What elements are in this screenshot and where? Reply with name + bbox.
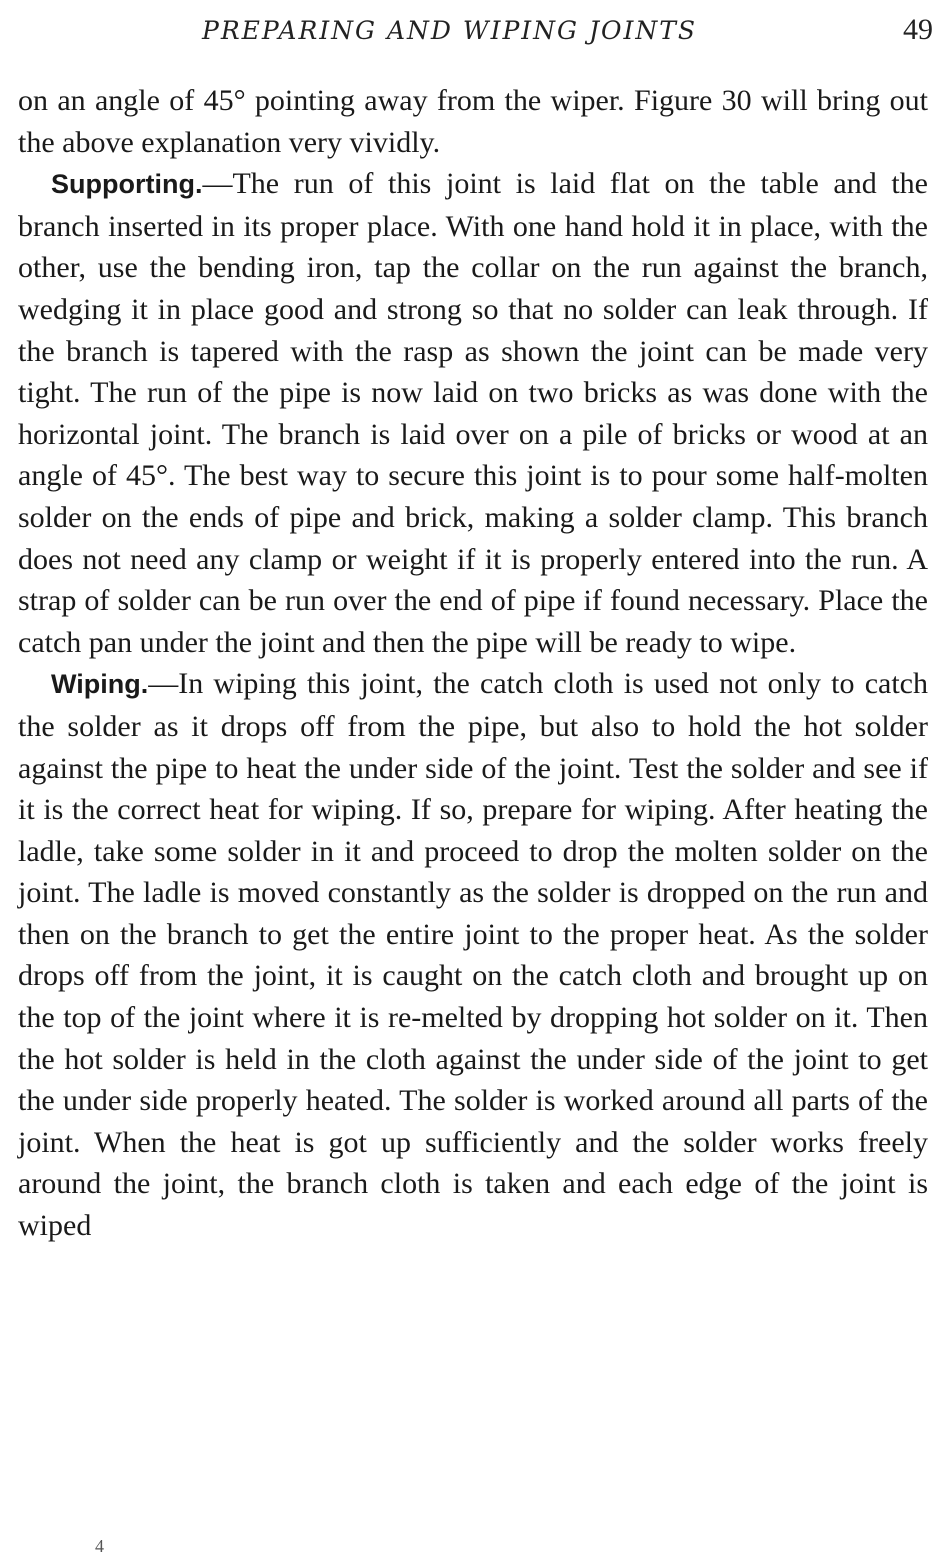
body-text <box>18 80 928 1247</box>
paragraph-text: —The run of this joint is laid flat on the table and the branch inserted in its proper place. With one hand hold it in place, with the other, use the bending iron, tap the collar on the run against the branch, wedging it in place good and strong so that no solder can leak through. If the branch is tapered with the rasp as shown the joint can be made very tight. The run of the pipe is now laid on two bricks as was done with the horizontal joint. The branch is laid over on a pile of bricks or wood at an angle of 45°. The best way to secure this joint is to pour some half-molten solder on the ends of pipe and brick, making a solder clamp. This branch does not need any clamp or weight if it is properly entered into the run. A strap of solder can be run over the end of pipe if found necessary. Place the catch pan under the joint and then the pipe will be ready to wipe. <box>18 167 928 659</box>
section-heading-supporting: Supporting. <box>51 169 203 200</box>
paragraph-continuation <box>18 80 928 163</box>
paragraph-supporting <box>18 163 928 663</box>
paragraph-wiping <box>18 663 928 1246</box>
paragraph-text: —In wiping this joint, the catch cloth is used not only to catch the solder as it drops off from the pipe, but also to hold the hot solder against the pipe to heat the under side of the joint. Test the solder and see if it is the correct heat for wiping. If so, prepare for wiping. After heating the ladle, take some solder in it and proceed to drop the molten solder on the joint. The ladle is moved constantly as the solder is dropped on the run and then on the branch to get the entire joint to the proper heat. As the solder drops off from the joint, it is caught on the catch cloth and brought up on the top of the joint where it is re-melted by dropping hot solder on it. Then the hot solder is held in the cloth against the under side of the joint to get the under side properly heated. The solder is worked around all parts of the joint. When the heat is got up sufficiently and the solder works freely around the joint, the branch cloth is taken and each edge of the joint is wiped <box>18 667 928 1243</box>
section-heading-wiping: Wiping. <box>51 669 149 700</box>
page-number: 49 <box>903 13 933 46</box>
running-title: PREPARING AND WIPING JOINTS <box>202 16 698 45</box>
paragraph-text: on an angle of 45° pointing away from the wiper. Figure 30 will bring out the above explanation very vividly. <box>18 84 928 159</box>
footer-mark: 4 <box>95 1536 104 1556</box>
running-head <box>18 10 933 50</box>
